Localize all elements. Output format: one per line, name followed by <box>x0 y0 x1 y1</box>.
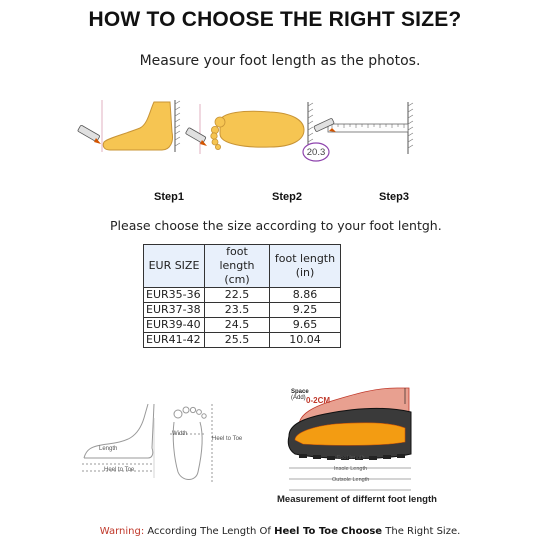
outsole-length-label: Outsole Length <box>332 477 370 483</box>
step2-foot-top-illustration <box>185 102 313 154</box>
header-eur-size: EUR SIZE <box>144 245 205 288</box>
cell-cm: 25.5 <box>205 333 270 348</box>
foot-outline-diagram <box>78 398 268 488</box>
table-row <box>144 333 341 348</box>
warning-bold-2: Choose <box>341 526 383 537</box>
warning-text-1: According The Length Of <box>147 526 271 537</box>
insole-length-label: Insole Length <box>334 466 368 472</box>
header-foot-length-in <box>270 245 341 288</box>
step2-label: Step2 <box>272 191 302 203</box>
heel-to-toe-label: Heel to Toe <box>104 467 135 473</box>
cell-in: 8.86 <box>270 288 341 303</box>
header-cm-line2: (cm) <box>224 273 250 286</box>
header-in-line1: foot length <box>274 252 336 265</box>
measurement-caption: Measurement of differnt foot length <box>277 494 437 505</box>
header-in-line2: (in) <box>295 266 315 279</box>
size-chart-table <box>143 244 341 348</box>
foot-top-outline <box>170 404 212 482</box>
space-label-line2: (Add) <box>291 395 306 401</box>
cell-eur: EUR37-38 <box>144 303 205 318</box>
foot-length-label: Foot length <box>337 455 365 461</box>
page-subtitle: Measure your foot length as the photos. <box>139 53 421 69</box>
table-row <box>144 318 341 333</box>
step1-foot-side-illustration <box>77 100 180 152</box>
pencil-icon <box>77 125 101 144</box>
cell-cm: 24.5 <box>205 318 270 333</box>
cell-in: 9.65 <box>270 318 341 333</box>
warning-label: Warning: <box>99 526 145 537</box>
cell-eur: EUR41-42 <box>144 333 205 348</box>
header-foot-length-cm <box>205 245 270 288</box>
page-title: HOW TO CHOOSE THE RIGHT SIZE? <box>88 8 462 31</box>
cell-in: 10.04 <box>270 333 341 348</box>
width-label: Width <box>172 431 188 437</box>
cell-cm: 23.5 <box>205 303 270 318</box>
ruler-reading: 20.3 <box>306 147 326 158</box>
length-label: Length <box>99 446 118 452</box>
cell-eur: EUR39-40 <box>144 318 205 333</box>
table-row <box>144 303 341 318</box>
table-header-row <box>144 245 341 288</box>
warning-text-2: The Right Size. <box>385 526 461 537</box>
space-value: 0-2CM <box>306 396 331 405</box>
pencil-icon <box>185 127 207 146</box>
table-row <box>144 288 341 303</box>
step1-label: Step1 <box>154 191 184 203</box>
step3-label: Step3 <box>379 191 409 203</box>
header-cm-line1: foot length <box>219 245 255 272</box>
heel-to-toe-vertical-label: Heel to Toe <box>212 436 243 442</box>
cell-in: 9.25 <box>270 303 341 318</box>
space-label-line1: Space <box>291 389 309 395</box>
size-instruction: Please choose the size according to your foot lentgh. <box>110 218 442 233</box>
warning-note <box>0 526 550 537</box>
warning-bold-1: Heel To Toe <box>274 526 338 537</box>
cell-eur: EUR35-36 <box>144 288 205 303</box>
cell-cm: 22.5 <box>205 288 270 303</box>
step-illustrations <box>70 92 470 192</box>
